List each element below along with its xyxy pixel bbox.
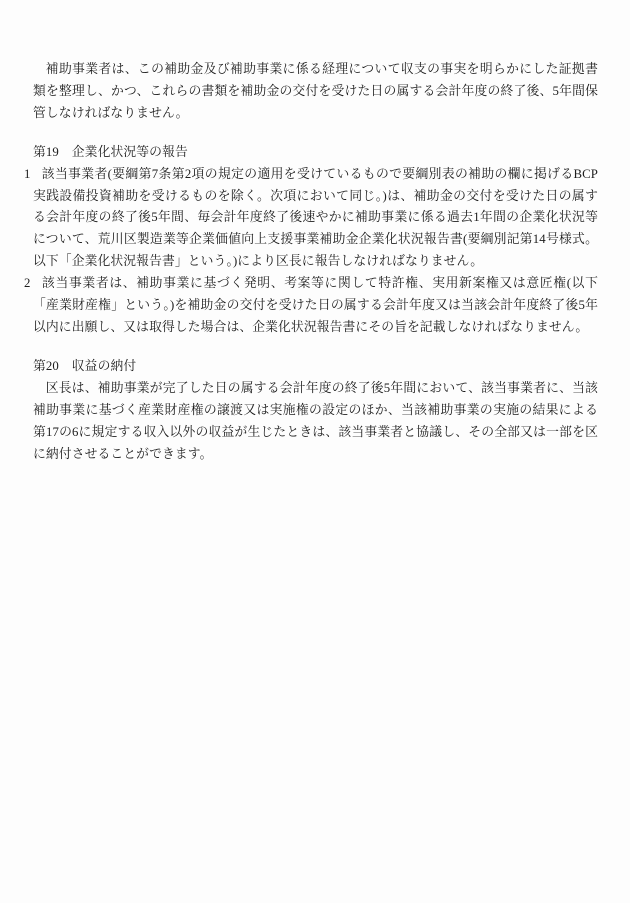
section-19 — [24, 142, 598, 339]
item-number: 1 — [24, 166, 31, 181]
document-text-block — [24, 59, 598, 465]
item-number: 2 — [24, 276, 31, 291]
section-19-heading: 第19 企業化状況等の報告 — [33, 144, 188, 159]
section-20-heading: 第20 収益の納付 — [33, 358, 137, 373]
section-19-item-2 — [24, 273, 598, 339]
item-text: 該当事業者(要綱第7条第2項の規定の適用を受けているもので要綱別表の補助の欄に掲げるBCP実践設備投資補助を受けるものを除く。次項において同じ。)は、補助金の交付を受けた日の属する会計年度の終了後5年間、毎会計年度終了後速やかに補助事業に係る過去1年間の企業化状況等について、荒川区製造業等企業価値向上支援事業補助金企業化状況報告書(要綱別記第14号様式。以下「企業化状況報告書」という。)により区長に報告しなければなりません。 — [33, 166, 598, 269]
intro-paragraph: 補助事業者は、この補助金及び補助事業に係る経理について収支の事実を明らかにした証拠書類を整理し、かつ、これらの書類を補助金の交付を受けた日の属する会計年度の終了後、5年間保管しなければなりません。 — [33, 62, 598, 120]
item-text: 該当事業者は、補助事業に基づく発明、考案等に関して特許権、実用新案権又は意匠権(以下「産業財産権」という。)を補助金の交付を受けた日の属する会計年度又は当該会計年度終了後5年以内に出願し、又は取得した場合は、企業化状況報告書にその旨を記載しなければなりません。 — [33, 276, 598, 334]
section-20-body: 区長は、補助事業が完了した日の属する会計年度の終了後5年間において、該当事業者に、当該補助事業に基づく産業財産権の譲渡又は実施権の設定のほか、当該補助事業の実施の結果による第17の6に規定する収入以外の収益が生じたときは、該当事業者と協議し、その全部又は一部を区に納付させることができます。 — [33, 380, 598, 461]
section-20 — [33, 356, 598, 466]
section-19-item-1 — [24, 164, 598, 274]
